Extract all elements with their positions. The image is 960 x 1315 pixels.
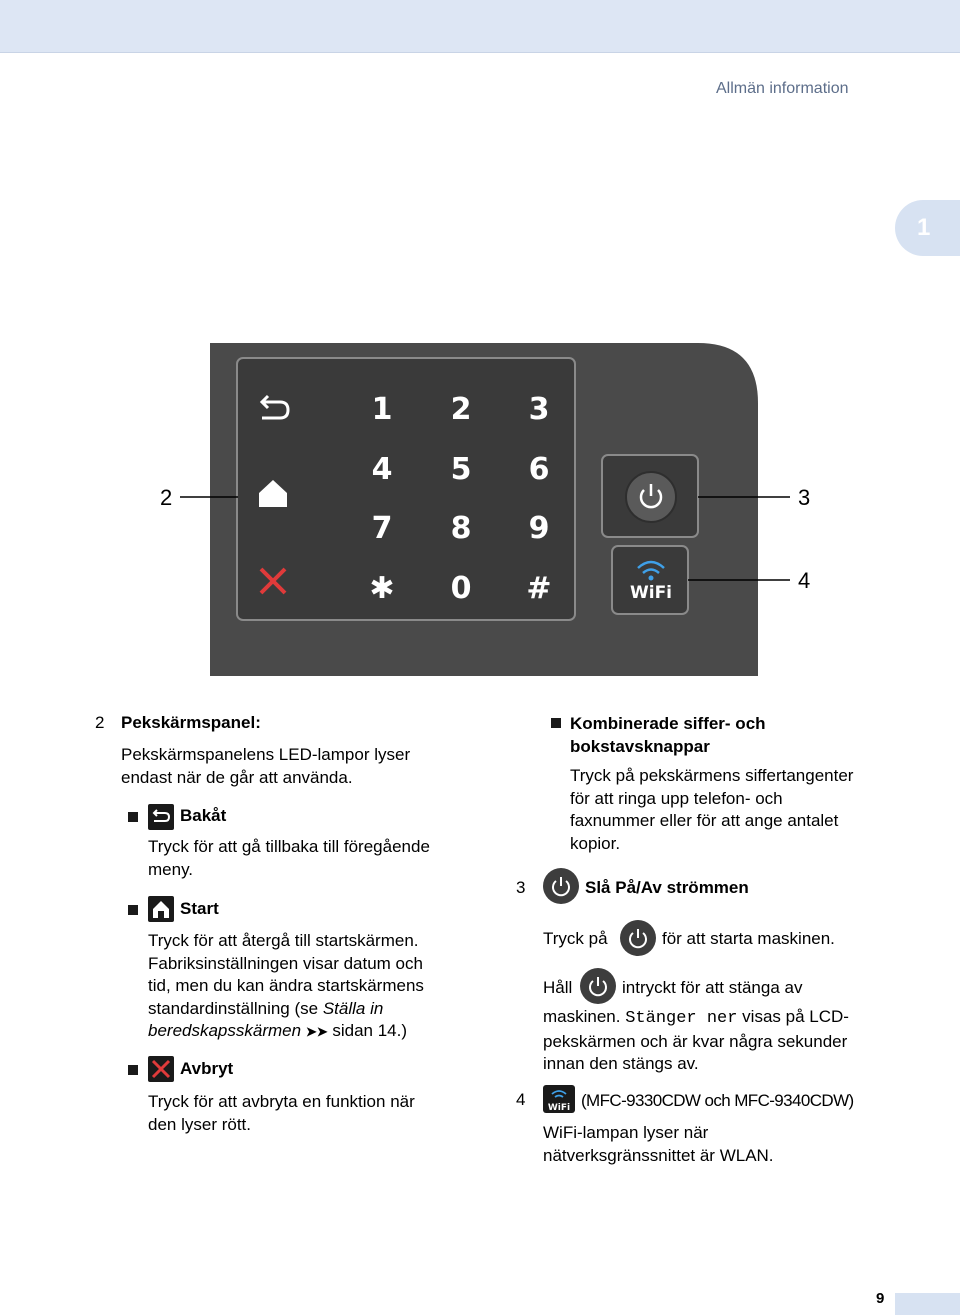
wifi-description: WiFi-lampan lyser när nätverksgränssnittet är WLAN. bbox=[543, 1123, 774, 1165]
back-heading: Bakåt bbox=[180, 806, 227, 825]
chapter-number: 1 bbox=[917, 214, 931, 241]
power-icon bbox=[620, 920, 656, 956]
power-press-text-b: för att starta maskinen. bbox=[662, 929, 835, 948]
callout-3: 3 bbox=[798, 485, 811, 510]
item-number-2: 2 bbox=[95, 713, 105, 732]
item-number-3: 3 bbox=[516, 878, 526, 897]
power-icon bbox=[543, 868, 579, 904]
wifi-models: (MFC-9330CDW och MFC-9340CDW) bbox=[581, 1091, 854, 1110]
page-tab bbox=[895, 1293, 960, 1315]
key-2: 2 bbox=[450, 392, 472, 427]
page-number: 9 bbox=[876, 1290, 885, 1307]
callout-4: 4 bbox=[798, 568, 811, 593]
keys-description: Tryck på pekskärmens siffertangenter för att ringa upp telefon- och faxnummer eller för att ange antalet kopior. bbox=[570, 766, 854, 853]
power-hold-text-a: Håll bbox=[543, 978, 573, 997]
wifi-icon bbox=[543, 1085, 575, 1113]
key-9: 9 bbox=[528, 511, 550, 546]
back-description: Tryck för att gå tillbaka till föregående meny. bbox=[148, 837, 430, 879]
touch-panel-intro: Pekskärmspanelens LED-lampor lyser endast när de går att använda. bbox=[121, 745, 411, 787]
back-icon bbox=[148, 804, 174, 830]
power-icon bbox=[580, 968, 616, 1004]
cancel-description: Tryck för att avbryta en funktion när den lyser rött. bbox=[148, 1092, 415, 1134]
key-0: 0 bbox=[450, 571, 472, 606]
key-hash: # bbox=[526, 571, 552, 606]
item-number-4: 4 bbox=[516, 1090, 526, 1109]
bullet bbox=[128, 1065, 138, 1075]
touch-panel bbox=[237, 358, 575, 620]
running-header: Allmän information bbox=[716, 80, 849, 97]
start-heading: Start bbox=[180, 899, 219, 918]
wifi-label: WiFi bbox=[629, 583, 673, 603]
power-hold-description: maskinen. Stänger ner visas på LCD- pekskärmen och är kvar några sekunder innan den stängs av. bbox=[543, 1007, 849, 1073]
bullet bbox=[128, 812, 138, 822]
keys-heading: Kombinerade siffer- och bokstavsknappar bbox=[570, 714, 766, 756]
cancel-icon bbox=[148, 1056, 174, 1082]
key-4: 4 bbox=[371, 452, 393, 487]
key-5: 5 bbox=[450, 452, 472, 487]
cancel-heading: Avbryt bbox=[180, 1059, 234, 1078]
power-press-text-a: Tryck på bbox=[543, 929, 608, 948]
key-star: ✱ bbox=[369, 571, 395, 606]
key-6: 6 bbox=[528, 452, 550, 487]
power-button bbox=[626, 472, 676, 522]
touch-panel-heading: Pekskärmspanel: bbox=[121, 713, 261, 732]
power-heading: Slå På/Av strömmen bbox=[585, 878, 749, 897]
callout-2: 2 bbox=[160, 485, 173, 510]
key-7: 7 bbox=[371, 511, 393, 546]
key-1: 1 bbox=[371, 392, 393, 427]
start-description: Tryck för att återgå till startskärmen. Fabriksinställningen visar datum och tid, men du kan ändra startskärmens standardinställning (se Ställa in beredskapsskärmen ➤➤ sidan 14.) bbox=[148, 931, 424, 1040]
svg-text:WiFi: WiFi bbox=[547, 1103, 571, 1113]
power-hold-text-b: intryckt för att stänga av bbox=[622, 978, 803, 997]
key-8: 8 bbox=[450, 511, 472, 546]
bullet bbox=[128, 905, 138, 915]
home-icon bbox=[148, 896, 174, 922]
bullet bbox=[551, 718, 561, 728]
key-3: 3 bbox=[528, 392, 550, 427]
